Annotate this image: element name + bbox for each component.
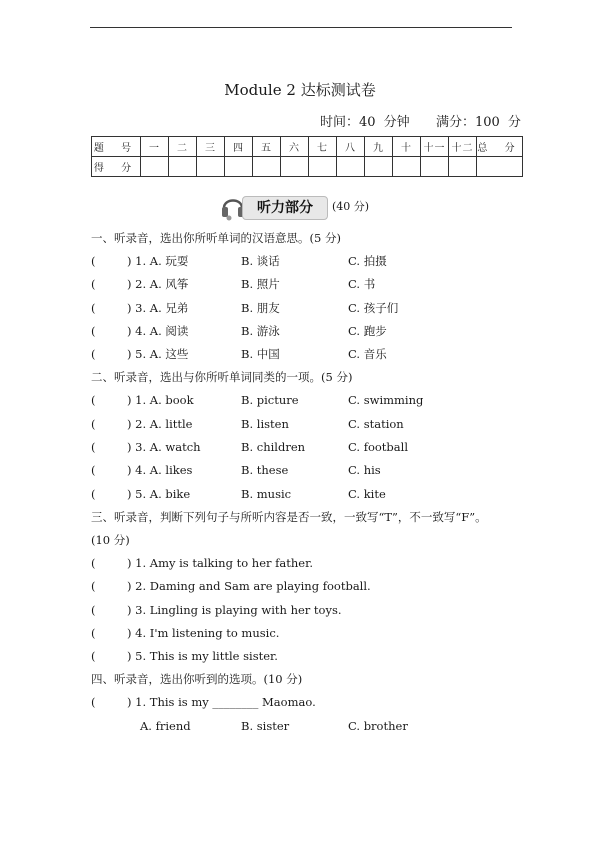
col-2: 二: [169, 137, 197, 157]
option-b: B. these: [241, 463, 289, 478]
option-a: A. friend: [140, 718, 191, 733]
statement-text: ) 5. This is my little sister.: [127, 649, 278, 664]
option-c: C. football: [348, 440, 408, 455]
statement-row: [91, 552, 521, 575]
option-a: ) 4. A. likes: [127, 463, 193, 478]
option-row: [91, 715, 521, 738]
option-c: C. brother: [348, 718, 408, 733]
statement-text: ) 4. I'm listening to music.: [127, 625, 280, 640]
score-table-score-row: [92, 157, 523, 177]
col-7: 七: [309, 137, 337, 157]
question-row: [91, 297, 521, 320]
question-row: [91, 459, 521, 482]
question-row: [91, 389, 521, 412]
score-cell[interactable]: [365, 157, 393, 177]
col-5: 五: [253, 137, 281, 157]
option-b: B. 朋友: [241, 300, 280, 315]
col-3: 三: [197, 137, 225, 157]
answer-blank[interactable]: (: [91, 323, 96, 338]
answer-blank[interactable]: (: [91, 300, 96, 315]
question-row: [91, 413, 521, 436]
option-a: ) 2. A. little: [127, 416, 193, 431]
option-a: ) 3. A. watch: [127, 440, 201, 455]
section-2-title: 二、听录音，选出与你所听单词同类的一项。(5 分): [91, 370, 353, 385]
col-12: 十二: [449, 137, 477, 157]
option-c: C. 孩子们: [348, 300, 399, 315]
question-row: [91, 250, 521, 273]
option-c: C. 书: [348, 277, 376, 292]
option-a: ) 5. A. 这些: [127, 347, 189, 362]
option-b: B. sister: [241, 718, 290, 733]
statement-row: [91, 599, 521, 622]
statement-text: ) 3. Lingling is playing with her toys.: [127, 602, 342, 617]
answer-blank[interactable]: (: [91, 625, 96, 640]
score-text: 满分：100 分: [435, 115, 521, 130]
score-cell[interactable]: [393, 157, 421, 177]
option-b: B. 照片: [241, 277, 280, 292]
option-c: C. 拍摄: [348, 254, 387, 268]
question-row: [91, 483, 521, 506]
statement-row: [91, 575, 521, 598]
section-1-title: 一、听录音，选出你所听单词的汉语意思。(5 分): [91, 231, 341, 245]
fill-in-row: [91, 691, 521, 714]
question-row: [91, 436, 521, 459]
option-b: B. 谈话: [241, 254, 280, 268]
answer-blank[interactable]: (: [91, 602, 96, 617]
answer-blank[interactable]: (: [91, 555, 96, 570]
option-c: C. 跑步: [348, 323, 387, 338]
answer-blank[interactable]: (: [91, 695, 96, 710]
score-cell[interactable]: [309, 157, 337, 177]
question-row: [91, 320, 521, 343]
top-rule: [90, 27, 512, 28]
option-a: ) 1. A. book: [127, 393, 194, 408]
exam-content: [91, 227, 521, 738]
score-cell[interactable]: [253, 157, 281, 177]
score-cell[interactable]: [197, 157, 225, 177]
question-row: [91, 273, 521, 296]
col-10: 十: [393, 137, 421, 157]
time-text: 时间：40 分钟: [320, 115, 410, 130]
col-9: 九: [365, 137, 393, 157]
option-b: B. 游泳: [241, 323, 280, 338]
option-c: C. his: [348, 463, 381, 478]
col-4: 四: [225, 137, 253, 157]
score-table-header-row: [92, 137, 523, 157]
section-3-points: (10 分): [91, 532, 130, 547]
option-a: ) 3. A. 兄弟: [127, 300, 189, 315]
option-b: B. listen: [241, 416, 289, 431]
total-label: 总 分: [477, 137, 523, 157]
option-a: ) 2. A. 风筝: [127, 277, 189, 292]
option-c: C. 音乐: [348, 347, 387, 362]
statement-text: ) 2. Daming and Sam are playing football.: [127, 579, 371, 594]
section-3-title: 三、听录音，判断下列句子与所听内容是否一致，一致写“T”，不一致写“F”。: [91, 509, 487, 524]
answer-blank[interactable]: (: [91, 277, 96, 292]
listening-section-label: 听力部分: [242, 196, 328, 220]
col-1: 一: [141, 137, 169, 157]
option-b: B. children: [241, 440, 306, 455]
option-b: B. picture: [241, 393, 299, 408]
option-c: C. kite: [348, 486, 386, 501]
score-cell[interactable]: [281, 157, 309, 177]
exam-meta: [320, 111, 521, 130]
answer-blank[interactable]: (: [91, 416, 96, 431]
option-b: B. music: [241, 486, 292, 501]
page-title: Module 2 达标测试卷: [224, 81, 376, 99]
question-row: [91, 343, 521, 366]
answer-blank[interactable]: (: [91, 463, 96, 478]
answer-blank[interactable]: (: [91, 347, 96, 362]
score-cell[interactable]: [337, 157, 365, 177]
statement-row: [91, 645, 521, 668]
answer-blank[interactable]: (: [91, 579, 96, 594]
option-a: ) 1. A. 玩耍: [127, 254, 189, 268]
option-a: ) 4. A. 阅读: [127, 323, 189, 338]
option-b: B. 中国: [241, 347, 280, 362]
question-number-label: 题 号: [92, 137, 141, 157]
score-cell[interactable]: [421, 157, 449, 177]
answer-blank[interactable]: (: [91, 393, 96, 408]
score-cell[interactable]: [449, 157, 477, 177]
statement-row: [91, 622, 521, 645]
score-cell[interactable]: [169, 157, 197, 177]
score-cell[interactable]: [225, 157, 253, 177]
col-6: 六: [281, 137, 309, 157]
listening-section-points: (40 分): [332, 200, 370, 213]
answer-blank[interactable]: (: [91, 440, 96, 455]
option-a: ) 5. A. bike: [127, 486, 191, 501]
score-label: 得 分: [92, 157, 141, 177]
section-4-title: 四、听录音，选出你听到的选项。(10 分): [91, 672, 303, 687]
answer-blank[interactable]: (: [91, 649, 96, 664]
total-score-cell[interactable]: [477, 157, 523, 177]
score-cell[interactable]: [141, 157, 169, 177]
question-text: ) 1. This is my ________ Maomao.: [127, 695, 316, 710]
option-c: C. swimming: [348, 393, 424, 408]
answer-blank[interactable]: (: [91, 486, 96, 501]
col-11: 十一: [421, 137, 449, 157]
option-c: C. station: [348, 416, 404, 431]
answer-blank[interactable]: (: [91, 254, 96, 268]
score-table: [91, 136, 523, 177]
statement-text: ) 1. Amy is talking to her father.: [127, 555, 313, 570]
col-8: 八: [337, 137, 365, 157]
